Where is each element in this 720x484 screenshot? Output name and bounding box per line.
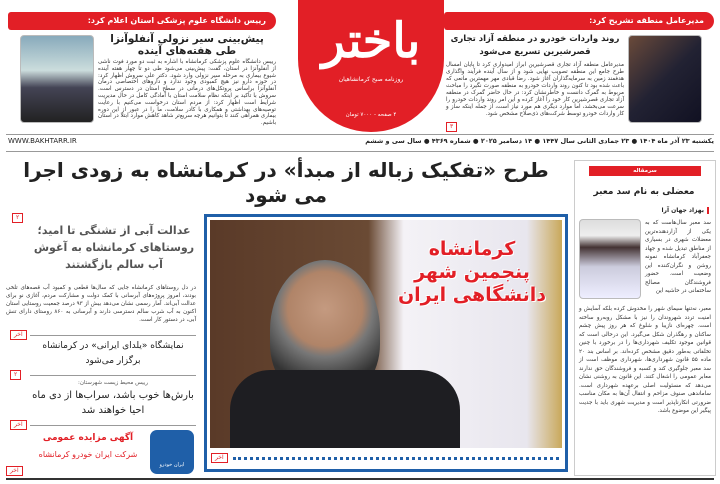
main-photo-page-ref[interactable]: آخر [211, 453, 228, 463]
left-story-title[interactable] [98, 33, 276, 57]
dateline: یکشنبه ۲۳ آذر ماه ۱۴۰۴ ● ۲۳ جمادی الثانی سال ۱۴۴۷ ● ۱۴ دسامبر ۲۰۲۵ ● شماره ۴۳۶۹ ● سال سی و ششم [365, 137, 714, 145]
overlay-line-3: دانشگاهی ایران [397, 284, 547, 306]
side-story-3-kicker: رییس محیط زیست شهرستان: [78, 380, 148, 386]
editorial-author: بهزاد جهان آرا [662, 207, 710, 214]
side-story-3-page-ref[interactable]: آخر [10, 420, 27, 430]
editorial-body-part-1: سد معبر سال‌هاست که به یکی از آزاردهنده‌ترین معضلات شهری در بسیاری از مناطق تبدیل شده و جهاد جعفرآباد کرمانشاه نمونه روشن و نگران‌کننده این وضعیت است. حضور فروشندگان مصالح ساختمانی در حاشیه این [645, 220, 711, 294]
main-photo-frame [204, 214, 568, 472]
person-suit [230, 370, 460, 448]
ad-page-ref[interactable]: آخر [6, 466, 23, 476]
masthead-logo [298, 0, 444, 132]
main-headline[interactable]: طرح «تفکیک زباله از مبدأ» در کرمانشاه به زودی اجرا می شود [23, 158, 549, 207]
editorial-box [574, 160, 716, 476]
left-story-title-line-2: طی هفته‌های آینده [137, 45, 237, 57]
side-story-2-title[interactable]: نمایشگاه «یلدای ایرانی» در کرمانشاه برگزار می‌شود [42, 341, 184, 366]
price: ۴ صفحه - ۷۰۰۰ تومان [345, 112, 397, 118]
side-story-1-title[interactable]: عدالت آبی از تشنگی تا امید؛ روستاهای کرمانشاه به آغوش آب سالم بازگشتند [33, 224, 195, 271]
right-story-title[interactable] [446, 33, 624, 59]
overlay-line-2: پنجمین شهر [414, 261, 530, 283]
right-story-kicker: مدیرعامل منطقه تشریح کرد: [444, 12, 714, 30]
ad-title[interactable]: آگهی مزایده عمومی [42, 433, 134, 443]
editorial-label: سرمقاله [589, 166, 701, 176]
photo-overlay-title [392, 238, 552, 307]
right-story-title-line-1: روند واردات خودرو در منطقه آزاد تجاری [450, 34, 620, 44]
side-story-2-page-ref[interactable]: ۲ [10, 370, 21, 380]
website[interactable]: WWW.BAKHTARR.IR [8, 137, 77, 145]
right-story-page-ref[interactable]: ۳ [446, 122, 457, 132]
editorial-author-photo [579, 219, 641, 299]
dotted-rule [233, 457, 559, 461]
overlay-line-1: کرمانشاه [428, 238, 516, 260]
side-top-page-ref[interactable]: ۲ [12, 213, 23, 223]
bottom-rule [6, 478, 714, 480]
right-story-body: مدیرعامل منطقه آزاد تجاری قصرشیرین ابراز امیدواری کرد تا پایان امسال طرح جامع این منطقه تصویب نهایی شود و از سال آینده فرآیند واگذاری هدفمند زمین به سرمایه‌گذاران آغاز شود. رضا قبادی مهر مهمترین مانعی که باعث شده بود تا کنون روند واردات خودرو به منطقه صورت نگیرد را مباحث مربوط به گمرک دانست و خاطرنشان کرد: در حال حاضر گمرک در منطقه آزاد تجاری قصرشیرین کار خود را آغاز کرده و این امر روند واردات خودرو را سرعت می‌بخشد، اما موارد دیگری هم مورد نیاز است، از جمله اینکه ساز و کار واردات خودرو توسط شرکت‌های ذی‌صلاح مشخص شود. [446, 62, 624, 117]
logo-text: ایران خودرو [159, 462, 185, 468]
ad-subtitle: شرکت ایران خودرو کرمانشاه [38, 450, 138, 459]
logo-text: باختر [321, 13, 421, 69]
right-story-title-line-2: قصرشیرین تسریع می‌شود [479, 47, 591, 57]
side-story-1-body: در دل روستاهای کرمانشاه جایی که سال‌ها قطعی و کمبود آب قصه‌های تلخی بودند، امروز پروژه‌های آبرسانی با کمک دولت و مشارکت مردم، آغازی نو برای عدالت آبی‌اند. آمار رسمی نشان می‌دهد بیش از ۹۳ درصد جمعیت روستایی استان اکنون به آب شرب سالم دسترسی دارند و آبرسانی به ۸۶۰ روستای دارای تنش آبی، در دستور کار است. [6, 285, 196, 323]
left-story-body: رییس دانشگاه علوم پزشکی کرمانشاه با اشاره به ثبت دو مورد فوت ناشی از آنفلوآنزا در استان، گفت: پیش‌بینی می‌شود طی دو تا چهار هفته آینده شیوع بیماری به مرحله سیر نزولی وارد شود. دکتر علی سروش اظهار کرد: در حوزه دارو نیز هیچ کمبودی وجود ندارد و داروهای اختصاصی درمان آنفلوآنزا براساس پروتکل‌های درمانی در سطح استان در دسترس است. سروش با تأکید بر اینکه نظام سلامت استان با آمادگی کامل در حال مدیریت شرایط است اظهار کرد: از مردم استان درخواست می‌کنیم با رعایت توصیه‌های بهداشتی و همکاری با کادر سلامت، ما را در عبور از این دوره بیماری همراهی کنند تا بتوانیم هرچه سریع‌تر شاهد کاهش موارد ابتلا در استان باشیم. [98, 59, 276, 127]
side-story-1-page-ref[interactable]: آخر [10, 330, 27, 340]
editorial-body-part-2: معبر، نه‌تنها سیمای شهر را مخدوش کرده بلکه آسایش و امنیت تردد شهروندان را نیز با مشکل روبه‌رو ساخته است. چهره‌ای نازیبا و شلوغ که هر روز پیش چشم ساکنان و رهگذران شکل می‌گیرد. این درحالی است که قوانین موجود تکلیف شهرداری‌ها را در برخورد با چنین تخلفاتی به‌طور دقیق مشخص کرده‌اند. بر اساس بند ۲۰ ماده ۵۵ قانون شهرداری‌ها، شهرداری موظف است از سد معبر جلوگیری کند و کسبه و فروشندگان حق ندارند معابر عمومی را اشغال کنند. این قانون به روشنی نشان می‌دهد که مسئولیت اصلی برعهده شهرداری است. ساماندهی صنوف مزاحم و انتقال آن‌ها به مکان مناسب ضرورتی انکارناپذیر است و مدیریت شهری باید با جدیت پیگیر این موضوع باشد. [579, 306, 711, 414]
iran-khodro-logo [150, 430, 194, 474]
left-story-kicker: رییس دانشگاه علوم پزشکی استان اعلام کرد: [8, 12, 276, 30]
editorial-title[interactable]: معضلی به نام سد معبر [593, 187, 695, 197]
tagline: روزنامه صبح کرمانشاهیان [338, 76, 404, 83]
main-photo [210, 220, 562, 448]
left-story-title-line-1: پیش‌بینی سیر نزولی آنفلوآنزا [110, 33, 264, 45]
left-story-photo [20, 35, 94, 123]
side-story-3-title[interactable]: بارش‌ها خوب باشد، سراب‌ها از دی ماه احیا خواهند شد [32, 390, 194, 416]
right-story-photo [628, 35, 702, 123]
